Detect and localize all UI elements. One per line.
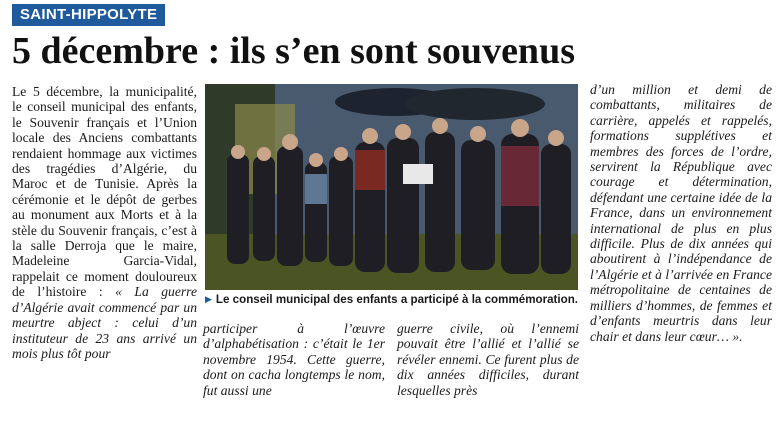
column-1-text: [12, 84, 197, 361]
triangle-right-icon: ▶: [205, 294, 212, 304]
commemoration-photo: [205, 84, 578, 290]
column-4: [590, 82, 772, 344]
column-1-quote: « La guerre d’Algérie avait commencé par un meurtre abject : celui d’un instituteur de 23 ans arrivé un mois plus tôt pour: [12, 284, 197, 361]
column-3-text: guerre civile, où l’ennemi pouvait être l’allié et l’allié se révéler ennemi. Ce furent plus de dix années difficiles, durant lesquelles près: [397, 321, 579, 398]
column-2-text: participer à l’œuvre d’alphabétisation : c’était le 1er novembre 1954. Cette guerre, dont on cacha longtemps le nom, fut aussi une: [203, 321, 385, 398]
article-headline: 5 décembre : ils s’en sont souvenus: [12, 30, 575, 72]
column-4-text: d’un million et demi de combattants, militaires de carrière, appelés et rappelés, formations supplétives et membres des forces de l’ordre, servirent la République avec courage et détermination, défendant une certaine idée de la France, dans un environnement international de plus en plus difficile. Plus de dix années qui aboutirent à l’indépendance de l’Algérie et à l’arrivée en France métropolitaine de centaines de milliers d’hommes, de femmes et d’enfants meurtris dans leur chair et dans leur cœur… ».: [590, 82, 772, 344]
column-1: [12, 84, 197, 361]
article-photo: [205, 84, 578, 290]
photo-caption: [205, 292, 585, 307]
section-kicker: SAINT-HIPPOLYTE: [12, 4, 165, 26]
column-2: [203, 321, 385, 398]
photo-caption-text: Le conseil municipal des enfants a participé à la commémoration.: [215, 293, 579, 306]
column-3: [397, 321, 579, 398]
column-1-roman: Le 5 décembre, la municipalité, le conseil municipal des enfants, le Souvenir français et l’Union locale des Anciens combattants rendaient hommage aux victimes des tragédies d’Algérie, du Maroc et de Tunisie. Après la cérémonie et le dépôt de gerbes au monument aux Morts et à la stèle du Souvenir français, c’est à la salle Derroja que le maire, Madeleine Garcia-Vidal, rappelait ce moment douloureux de l’histoire :: [12, 84, 197, 300]
